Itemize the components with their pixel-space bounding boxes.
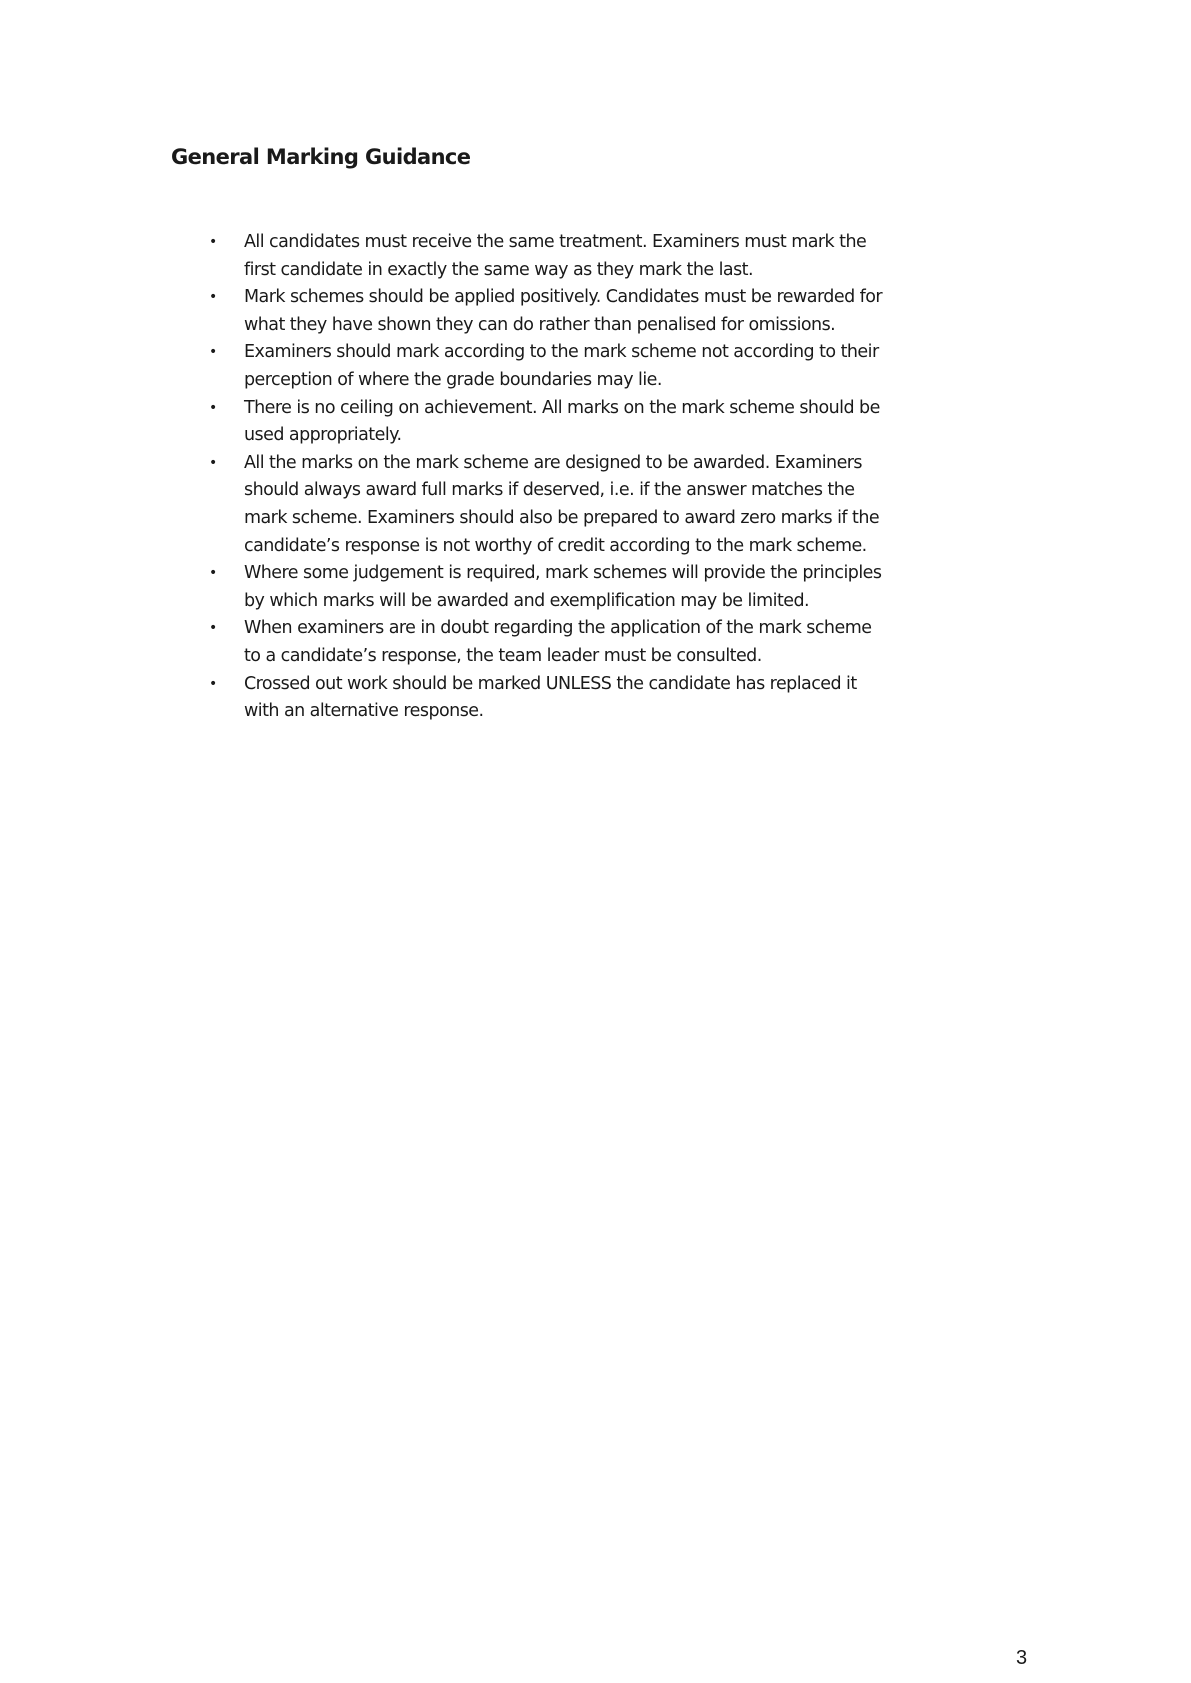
- bullet-icon: •: [209, 289, 217, 306]
- list-item-text: mark scheme. Examiners should also be prepared to award zero marks if the: [244, 507, 880, 528]
- list-item-text: When examiners are in doubt regarding the application of the mark scheme: [244, 618, 872, 639]
- list-item-text: what they have shown they can do rather than penalised for omissions.: [244, 314, 836, 335]
- list-item-text: Crossed out work should be marked UNLESS the candidate has replaced it: [244, 673, 857, 694]
- bullet-icon: •: [209, 399, 217, 416]
- list-item-text: There is no ceiling on achievement. All marks on the mark scheme should be: [244, 397, 880, 418]
- list-item-text: with an alternative response.: [244, 701, 484, 722]
- guidance-list: [205, 229, 965, 726]
- list-item-text: Examiners should mark according to the mark scheme not according to their: [244, 342, 879, 363]
- list-item-text: Where some judgement is required, mark schemes will provide the principles: [244, 563, 882, 584]
- list-item: [205, 395, 965, 450]
- list-item-text: candidate’s response is not worthy of credit according to the mark scheme.: [244, 535, 867, 556]
- list-item-text: by which marks will be awarded and exemplification may be limited.: [244, 590, 810, 611]
- bullet-icon: •: [209, 565, 217, 582]
- list-item: [205, 284, 965, 339]
- bullet-icon: •: [209, 234, 217, 250]
- list-item-text: should always award full marks if deserved, i.e. if the answer matches the: [244, 480, 855, 501]
- bullet-icon: •: [209, 344, 217, 361]
- list-item: [205, 671, 965, 726]
- bullet-icon: •: [209, 675, 217, 692]
- list-item-text: first candidate in exactly the same way as they mark the last.: [244, 259, 753, 280]
- list-item-text: All the marks on the mark scheme are designed to be awarded. Examiners: [244, 452, 862, 473]
- list-item-text: to a candidate’s response, the team leader must be consulted.: [244, 645, 762, 666]
- list-item-text: Mark schemes should be applied positively. Candidates must be rewarded for: [244, 287, 883, 308]
- list-item-text: perception of where the grade boundaries may lie.: [244, 369, 662, 390]
- list-item: [205, 615, 965, 670]
- list-item: [205, 339, 965, 394]
- list-item: [205, 229, 965, 284]
- list-item: [205, 560, 965, 615]
- bullet-icon: •: [209, 620, 217, 637]
- page-number: 3: [1016, 1647, 1028, 1669]
- bullet-icon: •: [209, 454, 217, 471]
- list-item-text: All candidates must receive the same treatment. Examiners must mark the: [244, 232, 867, 252]
- page-heading: General Marking Guidance: [171, 145, 471, 169]
- list-item-text: used appropriately.: [244, 425, 402, 446]
- list-item: [205, 450, 965, 560]
